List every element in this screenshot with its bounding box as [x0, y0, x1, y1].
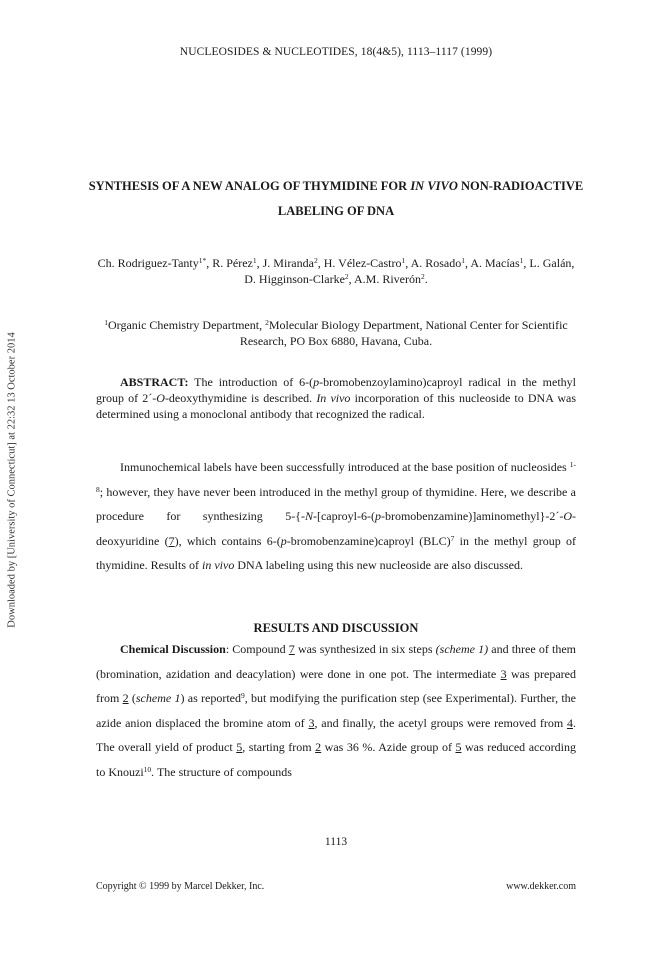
page-number: 1113 — [324, 836, 348, 848]
abstract: ABSTRACT: The introduction of 6-(p-bromobenzoylamino)caproyl radical in the methyl group of 2´-O-deoxythymidine is described. In vivo incorporation of this nucleoside to DNA was determined using a monoclonal antibody that recognized the radical. — [96, 375, 577, 421]
paper-title: SYNTHESIS OF A NEW ANALOG OF THYMIDINE FOR IN VIVO NON-RADIOACTIVE LABELING OF DNA — [88, 179, 584, 218]
intro-paragraph: Inmunochemical labels have been successfully introduced at the base position of nucleosides $^{1-8}$; however, they have never been introduced in the methyl group of thymidine. Here, we describe a procedure for synthesizing 5-{-N-[caproyl-6-(p-bromobenzamine)]aminomethyl}-2´-O-deoxyuridine (7), which contains 6-(p-bromobenzamine)caproyl (BLC)$^7$ in the methyl group of thymidine. Results of in vivo DNA labeling using this new nucleoside are also discussed. — [96, 460, 577, 573]
download-watermark: Downloaded by [University of Connecticut] at 22:32 13 October 2014 — [6, 332, 18, 628]
copyright-notice: Copyright © 1999 by Marcel Dekker, Inc. — [96, 881, 265, 892]
publisher-website: www.dekker.com — [506, 881, 576, 892]
abstract-label: ABSTRACT: — [120, 375, 189, 389]
journal-header: NUCLEOSIDES & NUCLEOTIDES, 18(4&5), 1113–1117 (1999) — [179, 46, 493, 58]
affiliation: $^1$Organic Chemistry Department, $^2$Molecular Biology Department, National Center for Scientific Research, PO Box 6880, Havana, Cuba. — [104, 318, 568, 348]
chemical-discussion-label: Chemical Discussion — [120, 642, 226, 656]
author-list: Ch. Rodriguez-Tanty$^{1*}$, R. Pérez$^1$, J. Miranda$^2$, H. Vélez-Castro$^1$, A. Rosado$^1$, A. Macías$^1$, L. Galán, D. Higginson-Clarke$^2$, A.M. Riverón$^2$. — [97, 256, 575, 286]
chemical-discussion-paragraph: Chemical Discussion: Compound 7 was synthesized in six steps (scheme 1) and three of them (bromination, azidation and deacylation) were done in one pot. The intermediate 3 was prepared from 2 (scheme 1) as reported$^9$, but modifying the purification step (see Experimental). Further, the azide anion displaced the bromine atom of 3, and finally, the acetyl groups were removed from 4. The overall yield of product 5, starting from 2 was 36 %. Azide group of 5 was reduced according to Knouzi$^{10}$. The structure of compounds — [96, 642, 577, 779]
section-title: RESULTS AND DISCUSSION — [253, 621, 419, 635]
